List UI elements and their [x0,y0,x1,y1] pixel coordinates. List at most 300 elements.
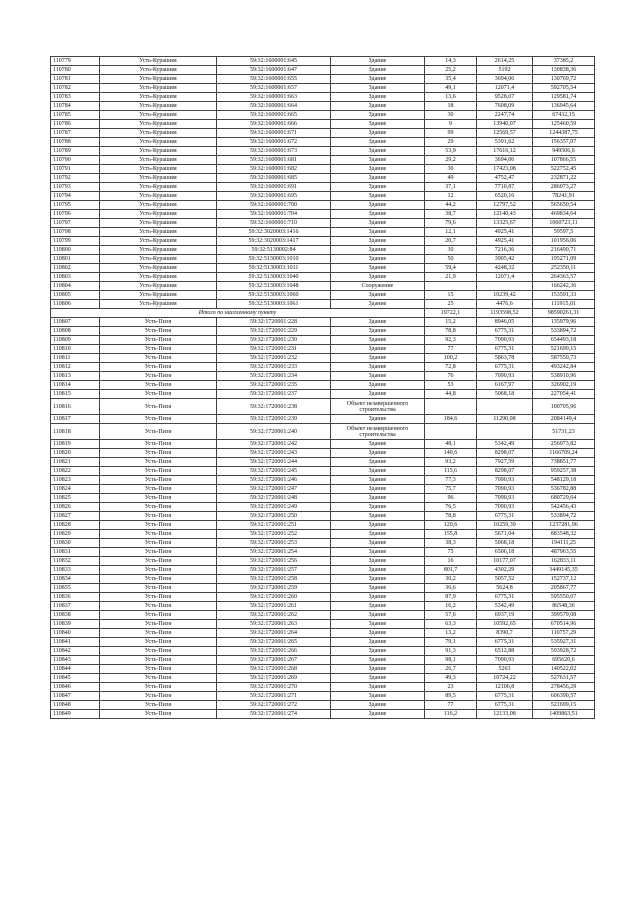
table-row [51,620,595,629]
object-type-cell: Здание [331,228,425,237]
object-type-cell: Здание [331,593,425,602]
row-number-cell: 110798 [51,228,100,237]
area-cell: 120,6 [425,521,477,530]
table-row [51,503,595,512]
table-row [51,237,595,246]
cadastral-value-cell: 593928,72 [533,647,595,656]
area-cell [425,424,477,440]
specific-value-cell: 6937,19 [477,611,533,620]
row-number-cell: 110783 [51,93,100,102]
cadastral-value-cell: 130838,36 [533,66,595,75]
specific-value-cell: 5068,18 [477,390,533,399]
table-row [51,138,595,147]
row-number-cell: 110801 [51,255,100,264]
cadastral-number-cell: 59:32:1720001:251 [217,521,331,530]
row-number-cell: 110838 [51,611,100,620]
table-row [51,120,595,129]
specific-value-cell: 3905,42 [477,255,533,264]
object-type-cell: Здание [331,683,425,692]
object-type-cell: Здание [331,494,425,503]
settlement-cell: Усть-Пизя [100,710,217,719]
settlement-cell: Усть-Курашим [100,120,217,129]
cadastral-number-cell: 59:32:1720001:254 [217,548,331,557]
cadastral-value-cell: 111915,01 [533,300,595,309]
row-number-cell: 110845 [51,674,100,683]
table-row [51,327,595,336]
specific-value-cell: 11290,08 [477,415,533,424]
settlement-cell: Усть-Пизя [100,638,217,647]
table-row [51,521,595,530]
cadastral-value-cell: 256973,82 [533,440,595,449]
specific-value-cell: 6506,18 [477,548,533,557]
area-cell: 184,6 [425,415,477,424]
row-number-cell: 110827 [51,512,100,521]
cadastral-value-cell: 695620,6 [533,656,595,665]
settlement-cell: Усть-Курашим [100,84,217,93]
settlement-cell: Усть-Пизя [100,692,217,701]
row-number-cell: 110830 [51,539,100,548]
cadastral-value-cell: 469834,64 [533,210,595,219]
cadastral-value-cell: 606390,57 [533,692,595,701]
cadastral-value-cell: 1244387,75 [533,129,595,138]
cadastral-number-cell: 59:32:1720001:260 [217,593,331,602]
cadastral-number-cell: 59:32:1720001:259 [217,584,331,593]
specific-value-cell: 3694,06 [477,156,533,165]
cadastral-value-cell: 107866,55 [533,156,595,165]
specific-value-cell: 6520,16 [477,192,533,201]
row-number-cell: 110803 [51,273,100,282]
table-row [51,75,595,84]
area-cell: 87,9 [425,593,477,602]
specific-value-cell: 7090,93 [477,372,533,381]
cadastral-value-cell: 326902,19 [533,381,595,390]
specific-value-cell: 5057,52 [477,575,533,584]
settlement-cell: Усть-Пизя [100,424,217,440]
specific-value-cell: 7710,87 [477,183,533,192]
settlement-cell: Усть-Пизя [100,449,217,458]
area-cell: 76,5 [425,503,477,512]
area-cell: 36,6 [425,584,477,593]
table-row [51,557,595,566]
settlement-cell: Усть-Пизя [100,521,217,530]
object-type-cell: Здание [331,521,425,530]
area-cell: 98,1 [425,656,477,665]
area-cell: 25 [425,300,477,309]
specific-value-cell: 9528,07 [477,93,533,102]
specific-value-cell: 7608,09 [477,102,533,111]
specific-value-cell: 6775,31 [477,593,533,602]
area-cell: 100,2 [425,354,477,363]
object-type-cell: Здание [331,183,425,192]
settlement-cell: Усть-Курашим [100,75,217,84]
cadastral-number-cell: 59:32:1720001:237 [217,390,331,399]
cadastral-value-cell: 592705,54 [533,84,595,93]
object-type-cell: Здание [331,674,425,683]
row-number-cell: 110822 [51,467,100,476]
specific-value-cell: 12133,08 [477,710,533,719]
table-row [51,390,595,399]
specific-value-cell: 8298,07 [477,467,533,476]
area-cell: 78,8 [425,512,477,521]
area-cell: 13,6 [425,93,477,102]
cadastral-number-cell: 59:32:1720001:266 [217,647,331,656]
area-cell: 89,5 [425,692,477,701]
area-cell: 75,7 [425,485,477,494]
cadastral-value-cell: 67432,15 [533,111,595,120]
table-row [51,629,595,638]
object-type-cell: Здание [331,75,425,84]
cadastral-number-cell: 59:32:1600001:672 [217,138,331,147]
object-type-cell: Здание [331,255,425,264]
specific-value-cell [477,399,533,415]
object-type-cell: Здание [331,530,425,539]
specific-value-cell: 7090,93 [477,476,533,485]
cadastral-number-cell: 59:32:5130003:1060 [217,291,331,300]
specific-value-cell: 6775,31 [477,512,533,521]
area-cell: 49 [425,174,477,183]
table-row [51,575,595,584]
row-number-cell: 110832 [51,557,100,566]
settlement-cell: Усть-Пизя [100,363,217,372]
settlement-cell: Усть-Курашим [100,183,217,192]
cadastral-value-cell: 227054,41 [533,390,595,399]
specific-value-cell: 5263 [477,665,533,674]
table-row [51,291,595,300]
area-cell: 25,2 [425,66,477,75]
settlement-cell: Усть-Курашим [100,237,217,246]
object-type-cell: Здание [331,102,425,111]
cadastral-value-cell: 136945,64 [533,102,595,111]
settlement-cell: Усть-Курашим [100,138,217,147]
settlement-cell: Усть-Курашим [100,129,217,138]
cadastral-value-cell: 536782,88 [533,485,595,494]
settlement-cell: Усть-Пизя [100,629,217,638]
row-number-cell: 110848 [51,701,100,710]
specific-value-cell: 4476,6 [477,300,533,309]
specific-value-cell: 12797,52 [477,201,533,210]
table-row [51,424,595,440]
table-row [51,701,595,710]
row-number-cell: 110821 [51,458,100,467]
area-cell: 16 [425,557,477,566]
object-type-cell: Здание [331,390,425,399]
specific-value-cell: 4752,47 [477,174,533,183]
settlement-cell: Усть-Курашим [100,255,217,264]
cadastral-value-table [50,56,595,719]
object-type-cell: Здание [331,503,425,512]
area-cell: 78,8 [425,327,477,336]
cadastral-value-cell: 535927,31 [533,638,595,647]
cadastral-value-cell: 738851,77 [533,458,595,467]
cadastral-number-cell: 59:32:1720001:267 [217,656,331,665]
row-number-cell: 110811 [51,354,100,363]
row-number-cell: 110829 [51,530,100,539]
cadastral-number-cell: 59:32:1720001:248 [217,494,331,503]
table-row [51,674,595,683]
row-number-cell: 110781 [51,75,100,84]
row-number-cell: 110786 [51,120,100,129]
area-cell: 30 [425,165,477,174]
row-number-cell: 110831 [51,548,100,557]
specific-value-cell: 6775,31 [477,345,533,354]
row-number-cell: 110780 [51,66,100,75]
table-row [51,593,595,602]
cadastral-number-cell: 59:32:1600001:691 [217,183,331,192]
specific-value-cell: 5391,62 [477,138,533,147]
specific-value-cell: 2614,25 [477,57,533,66]
cadastral-number-cell: 59:32:1720001:258 [217,575,331,584]
cadastral-number-cell: 59:32:1720001:250 [217,512,331,521]
specific-value-cell: 6775,31 [477,363,533,372]
cadastral-number-cell: 59:32:1720001:263 [217,620,331,629]
cadastral-number-cell: 59:32:1600001:685 [217,174,331,183]
object-type-cell: Здание [331,363,425,372]
cadastral-value-cell: 78241,91 [533,192,595,201]
area-cell: 13,2 [425,629,477,638]
area-cell: 30,2 [425,575,477,584]
specific-value-cell: 12140,43 [477,210,533,219]
area-cell: 44,2 [425,201,477,210]
area-cell: 99 [425,129,477,138]
cadastral-number-cell: 59:32:1720001:233 [217,363,331,372]
cadastral-number-cell: 59:32:1720001:261 [217,602,331,611]
specific-value-cell: 7090,93 [477,336,533,345]
cadastral-number-cell: 59:32:1600001:665 [217,111,331,120]
row-number-cell: 110819 [51,440,100,449]
table-row [51,228,595,237]
row-number-cell: 110833 [51,566,100,575]
settlement-cell: Усть-Пизя [100,557,217,566]
object-type-cell: Здание [331,192,425,201]
object-type-cell: Здание [331,174,425,183]
settlement-cell: Усть-Курашим [100,300,217,309]
specific-value-cell: 7090,93 [477,485,533,494]
area-cell: 63,3 [425,620,477,629]
area-cell: 30 [425,111,477,120]
area-cell: 53,9 [425,147,477,156]
specific-value-cell [477,424,533,440]
cadastral-number-cell: 59:32:1600001:681 [217,156,331,165]
settlement-cell: Усть-Пизя [100,399,217,415]
cadastral-value-cell: 129581,74 [533,93,595,102]
object-type-cell: Здание [331,165,425,174]
row-number-cell: 110826 [51,503,100,512]
table-row [51,111,595,120]
cadastral-value-cell: 125460,59 [533,120,595,129]
row-number-cell: 110834 [51,575,100,584]
table-row [51,381,595,390]
cadastral-value-cell: 521699,15 [533,701,595,710]
specific-value-cell: 5671,04 [477,530,533,539]
cadastral-number-cell: 59:32:3020003:1417 [217,237,331,246]
cadastral-value-cell: 959257,38 [533,467,595,476]
cadastral-value-cell: 264363,57 [533,273,595,282]
area-cell: 29,2 [425,156,477,165]
cadastral-number-cell: 59:32:1720001:232 [217,354,331,363]
table-row [51,219,595,228]
area-cell: 79,6 [425,219,477,228]
area-cell: 44,8 [425,390,477,399]
cadastral-number-cell: 59:32:1600001:663 [217,93,331,102]
object-type-cell: Здание [331,381,425,390]
row-number-cell: 110784 [51,102,100,111]
specific-value-cell: 7216,36 [477,246,533,255]
specific-value-cell: 6167,97 [477,381,533,390]
cadastral-value-cell: 110757,29 [533,629,595,638]
area-cell: 30 [425,246,477,255]
cadastral-value-cell: 1166709,24 [533,449,595,458]
table-row [51,710,595,719]
specific-value-cell: 13940,07 [477,120,533,129]
settlement-cell: Усть-Курашим [100,246,217,255]
specific-value-cell: 4925,41 [477,228,533,237]
table-row [51,246,595,255]
cadastral-value-cell: 100705,96 [533,399,595,415]
settlement-cell: Усть-Пизя [100,593,217,602]
cadastral-value-cell: 232871,22 [533,174,595,183]
specific-value-cell: 10724,22 [477,674,533,683]
row-number-cell: 110816 [51,399,100,415]
cadastral-value-cell: 487963,55 [533,548,595,557]
cadastral-number-cell: 59:32:1720001:264 [217,629,331,638]
table-row [51,647,595,656]
object-type-cell: Здание [331,656,425,665]
settlement-cell: Усть-Пизя [100,611,217,620]
table-row [51,102,595,111]
specific-value-cell: 10239,42 [477,291,533,300]
object-type-cell: Здание [331,138,425,147]
object-type-cell: Здание [331,701,425,710]
specific-value-cell: 3694,06 [477,75,533,84]
cadastral-value-cell: 51731,23 [533,424,595,440]
cadastral-number-cell: 59:32:1600001:682 [217,165,331,174]
cadastral-number-cell: 59:32:1720001:246 [217,476,331,485]
row-number-cell: 110808 [51,327,100,336]
settlement-cell: Усть-Пизя [100,327,217,336]
row-number-cell: 110837 [51,602,100,611]
specific-value-cell: 6775,31 [477,638,533,647]
specific-value-cell: 6512,88 [477,647,533,656]
object-type-cell: Здание [331,629,425,638]
object-type-cell: Здание [331,210,425,219]
specific-value-cell: 6775,31 [477,692,533,701]
area-cell: 75 [425,548,477,557]
table-row [51,638,595,647]
cadastral-number-cell: 59:32:1720001:270 [217,683,331,692]
cadastral-number-cell: 59:32:1720001:235 [217,381,331,390]
specific-value-cell: 12071,4 [477,84,533,93]
row-number-cell: 110791 [51,165,100,174]
settlement-cell: Усть-Курашим [100,66,217,75]
settlement-cell: Усть-Курашим [100,219,217,228]
row-number-cell: 110796 [51,210,100,219]
cadastral-number-cell: 59:32:1720001:231 [217,345,331,354]
area-cell: 20,7 [425,237,477,246]
specific-value-cell: 10177,07 [477,557,533,566]
cadastral-number-cell: 59:32:1600001:700 [217,201,331,210]
row-number-cell: 110824 [51,485,100,494]
table-row [51,129,595,138]
row-number-cell: 110790 [51,156,100,165]
area-cell: 77,3 [425,476,477,485]
table-row [51,165,595,174]
area-cell: 14,3 [425,57,477,66]
settlement-cell: Усть-Пизя [100,372,217,381]
table-row [51,84,595,93]
row-number-cell: 110817 [51,415,100,424]
object-type-cell: Здание [331,602,425,611]
area-cell: 76 [425,372,477,381]
table-row [51,363,595,372]
cadastral-number-cell: 59:32:5130003:1040 [217,273,331,282]
object-type-cell: Здание [331,147,425,156]
settlement-cell: Усть-Пизя [100,415,217,424]
object-type-cell: Здание [331,485,425,494]
settlement-cell: Усть-Пизя [100,674,217,683]
specific-value-cell: 7090,93 [477,656,533,665]
row-number-cell: 110847 [51,692,100,701]
table-row [51,458,595,467]
row-number-cell: 110807 [51,318,100,327]
object-type-cell: Здание [331,93,425,102]
table-row [51,300,595,309]
row-number-cell: 110793 [51,183,100,192]
row-number-cell: 110802 [51,264,100,273]
settlement-cell: Усть-Пизя [100,539,217,548]
row-number-cell: 110788 [51,138,100,147]
cadastral-value-cell: 538910,96 [533,372,595,381]
specific-value-cell: 10259,39 [477,521,533,530]
cadastral-value-cell: 153591,33 [533,291,595,300]
cadastral-number-cell: 59:32:1720001:252 [217,530,331,539]
specific-value-cell: 8946,05 [477,318,533,327]
settlement-cell: Усть-Пизя [100,665,217,674]
table-row [51,201,595,210]
cadastral-value-cell: 216490,71 [533,246,595,255]
row-number-cell: 110782 [51,84,100,93]
settlement-cell: Усть-Пизя [100,647,217,656]
object-type-cell: Здание [331,66,425,75]
subtotal-label: Итого по населенному пункту [51,309,425,318]
row-number-cell: 110839 [51,620,100,629]
area-cell: 16,2 [425,602,477,611]
cadastral-value-cell: 278456,29 [533,683,595,692]
cadastral-number-cell: 59:32:1600001:664 [217,102,331,111]
area-cell: 12,1 [425,228,477,237]
row-number-cell: 110806 [51,300,100,309]
object-type-cell: Здание [331,638,425,647]
table-row [51,656,595,665]
area-cell: 9 [425,120,477,129]
area-cell: 93,2 [425,458,477,467]
table-row [51,57,595,66]
row-number-cell: 110828 [51,521,100,530]
specific-value-cell: 12569,57 [477,129,533,138]
row-number-cell: 110840 [51,629,100,638]
row-number-cell: 110815 [51,390,100,399]
area-cell: 53 [425,381,477,390]
row-number-cell: 110795 [51,201,100,210]
object-type-cell: Здание [331,566,425,575]
area-cell: 92,3 [425,336,477,345]
table-row [51,93,595,102]
row-number-cell: 110794 [51,192,100,201]
object-type-cell: Здание [331,237,425,246]
cadastral-value-cell: 533894,72 [533,512,595,521]
cadastral-value-cell: 521699,15 [533,345,595,354]
cadastral-number-cell: 59:32:5130003:1011 [217,264,331,273]
row-number-cell: 110846 [51,683,100,692]
